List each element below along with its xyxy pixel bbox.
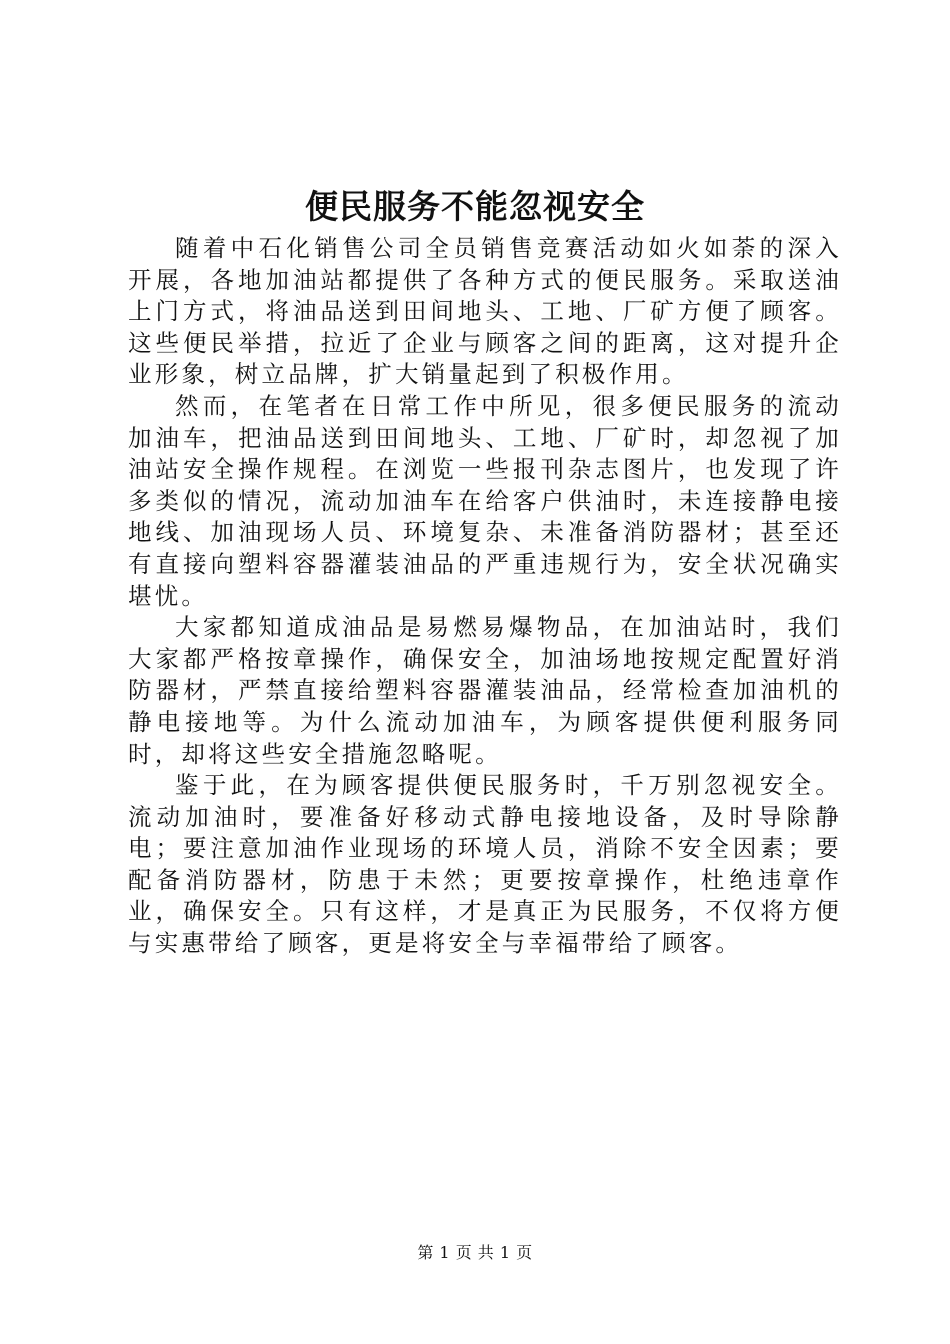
document-title: 便民服务不能忽视安全 <box>305 187 645 226</box>
paragraph-3: 大家都知道成油品是易燃易爆物品，在加油站时，我们大家都严格按章操作，确保安全，加油场地按规定配置好消防器材，严禁直接给塑料容器灌装油品，经常检查加油机的静电接地等。为什么流动加油车，为顾客提供便利服务同时，却将这些安全措施忽略呢。 <box>128 613 842 768</box>
page-number-footer: 第 1 页 共 1 页 <box>417 1243 533 1262</box>
paragraph-1: 随着中石化销售公司全员销售竞赛活动如火如荼的深入开展，各地加油站都提供了各种方式的便民服务。采取送油上门方式，将油品送到田间地头、工地、厂矿方便了顾客。这些便民举措，拉近了企业与顾客之间的距离，这对提升企业形象，树立品牌，扩大销量起到了积极作用。 <box>128 234 842 389</box>
paragraph-2: 然而，在笔者在日常工作中所见，很多便民服务的流动加油车，把油品送到田间地头、工地、厂矿时，却忽视了加油站安全操作规程。在浏览一些报刊杂志图片，也发现了许多类似的情况，流动加油车在给客户供油时，未连接静电接地线、加油现场人员、环境复杂、未准备消防器材；甚至还有直接向塑料容器灌装油品的严重违规行为，安全状况确实堪忧。 <box>128 391 842 610</box>
paragraph-4: 鉴于此，在为顾客提供便民服务时，千万别忽视安全。流动加油时，要准备好移动式静电接地设备，及时导除静电；要注意加油作业现场的环境人员，消除不安全因素；要配备消防器材，防患于未然；更要按章操作，杜绝违章作业，确保安全。只有这样，才是真正为民服务，不仅将方便与实惠带给了顾客，更是将安全与幸福带给了顾客。 <box>128 771 842 958</box>
document-body <box>128 233 842 960</box>
